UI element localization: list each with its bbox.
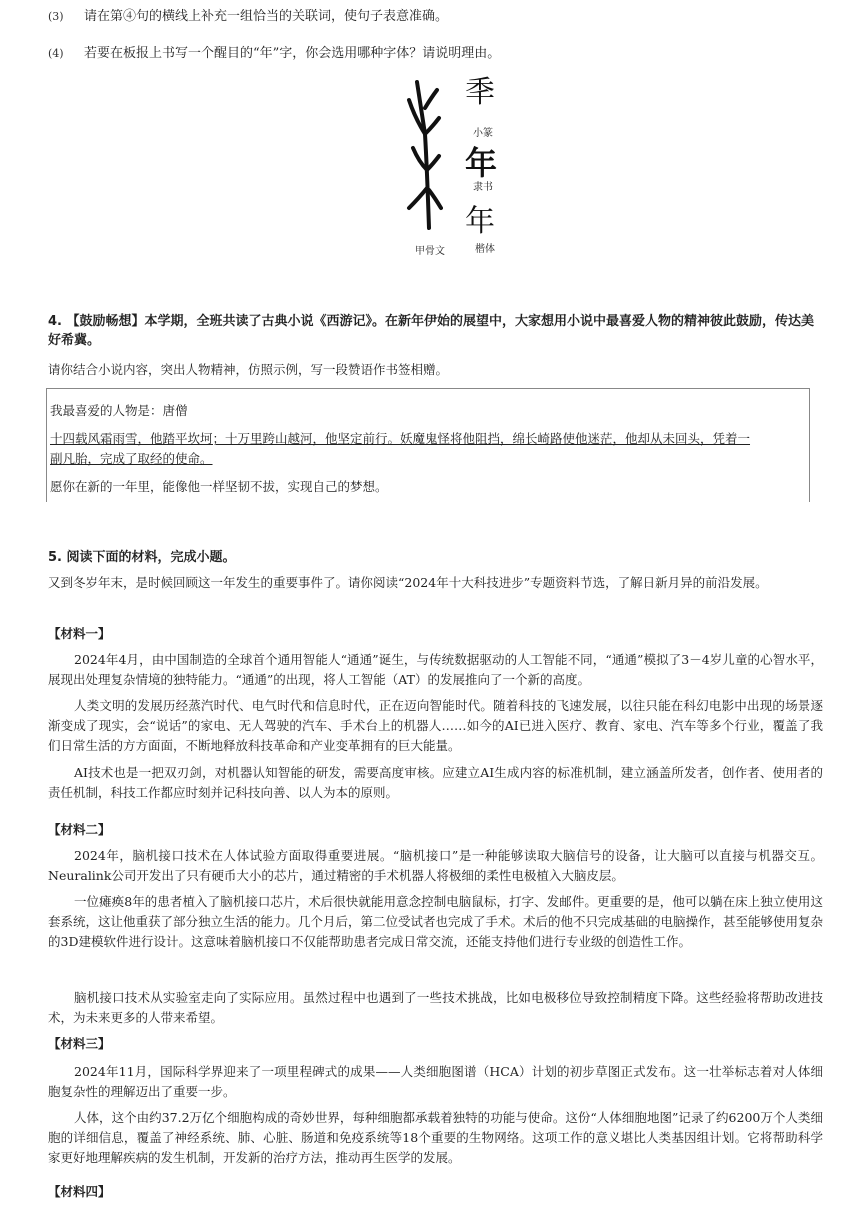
question-text: 若要在板报上书写一个醒目的“年”字，你会选用哪种字体？请说明理由。	[84, 46, 501, 61]
example-line-4: 愿你在新的一年里，能像他一样坚韧不拔，实现自己的梦想。	[50, 479, 388, 494]
question-4-instruction: 请你结合小说内容，突出人物精神，仿照示例，写一段赞语作书签相赠。	[48, 362, 449, 377]
oracle-bone-character-image	[403, 78, 443, 238]
seal-script-character: 秊	[465, 75, 495, 110]
material-3-paragraph: 人体，这个由约37.2万亿个细胞构成的奇妙世界，每种细胞都承载着独特的功能与使命。这份“人体细胞地图”记录了约6200万个人类细胞的详细信息，覆盖了神经系统、肺、心脏、肠道和免疫系统等18个重要的生物网络。这项工作的意义堪比人类基因组计划。它将帮助科学家更好地理解疾病的发生机制，开发新的治疗方法，推动再生医学的发展。	[48, 1110, 823, 1165]
label-jiaguwen: 甲骨文	[415, 246, 445, 257]
question-number: (3)	[48, 10, 64, 23]
material-1-paragraph: 人类文明的发展历经蒸汽时代、电气时代和信息时代，正在迈向智能时代。随着科技的飞速发展，以往只能在科幻电影中出现的场景逐渐变成了现实，会“说话”的家电、无人驾驶的汽车、手术台上的机器人……如今的AI已进入医疗、教育、家电、汽车等多个行业，覆盖了我们日常生活的方方面面，不断地释放科技革命和产业变革拥有的巨大能量。	[48, 698, 823, 753]
example-line-1: 我最喜爱的人物是：唐僧	[50, 403, 188, 418]
material-2-heading: 【材料二】	[48, 822, 111, 837]
label-lishu: 隶书	[473, 182, 493, 193]
material-4-heading: 【材料四】	[48, 1184, 111, 1199]
material-3-paragraph: 2024年11月，国际科学界迎来了一项里程碑式的成果——人类细胞图谱（HCA）计划的初步草图正式发布。这一壮举标志着对人体细胞复杂性的理解迈出了重要一步。	[48, 1064, 823, 1099]
example-box	[46, 388, 810, 502]
material-3-heading: 【材料三】	[48, 1036, 111, 1051]
question-number: (4)	[48, 47, 64, 60]
character-forms-figure	[395, 72, 535, 262]
material-1-heading: 【材料一】	[48, 626, 111, 641]
question-text: 请在第④句的横线上补充一组恰当的关联词，使句子表意准确。	[84, 9, 449, 24]
intro-paragraph: 又到冬岁年末，是时候回顾这一年发生的重要事件了。请你阅读“2024年十大科技进步”专题资料节选，了解日新月异的前沿发展。	[48, 575, 768, 590]
question-4-title: 4. 【鼓励畅想】本学期，全班共读了古典小说《西游记》。在新年伊始的展望中，大家想用小说中最喜爱人物的精神彼此鼓励，传达美好希冀。	[48, 314, 815, 348]
material-2-paragraph: 一位瘫痪8年的患者植入了脑机接口芯片，术后很快就能用意念控制电脑鼠标，打字、发邮件。更重要的是，他可以躺在床上独立使用这套系统，这让他重获了部分独立生活的能力。几个月后，第二位受试者也完成了手术。术后的他不只完成基础的电脑操作，甚至能够使用复杂的3D建模软件进行设计。这意味着脑机接口不仅能帮助患者完成日常交流，还能支持他们进行专业级的创造性工作。	[48, 894, 824, 949]
material-1-paragraph: 2024年4月，由中国制造的全球首个通用智能人“通通”诞生，与传统数据驱动的人工智能不同，“通通”模拟了3－4岁儿童的心智水平，展现出处理复杂情境的独特能力。“通通”的出现，将人工智能（AT）的发展推向了一个新的高度。	[48, 652, 823, 687]
label-kaishu: 楷体	[475, 244, 495, 255]
material-1-paragraph: AI技术也是一把双刃剑，对机器认知智能的研发，需要高度审核。应建立AI生成内容的标准机制，建立涵盖所发者，创作者、使用者的责任机制，科技工作都应时刻并记科技向善、以人为本的原则。	[48, 765, 823, 800]
material-2-paragraph: 2024年，脑机接口技术在人体试验方面取得重要进展。“脑机接口”是一种能够读取大脑信号的设备，让大脑可以直接与机器交互。Neuralink公司开发出了只有硬币大小的芯片，通过精密的手术机器人将极细的柔性电极植入大脑皮层。	[48, 848, 823, 883]
regular-script-character: 年	[465, 204, 495, 239]
question-5-title: 5. 阅读下面的材料，完成小题。	[48, 550, 236, 565]
clerical-script-character: 年	[465, 144, 498, 182]
label-xiaozhuan: 小篆	[473, 128, 493, 139]
material-2-paragraph: 脑机接口技术从实验室走向了实际应用。虽然过程中也遇到了一些技术挑战，比如电极移位导致控制精度下降。这些经验将帮助改进技术，为未来更多的人带来希望。	[48, 990, 823, 1025]
example-line-3: 副凡胎，完成了取经的使命。	[50, 451, 213, 466]
example-line-2: 十四载风霜雨雪，他踏平坎坷；十万里跨山越河，他坚定前行。妖魔鬼怪将他阻挡，绵长崎路使他迷茫，他却从未回头，凭着一	[50, 431, 751, 446]
